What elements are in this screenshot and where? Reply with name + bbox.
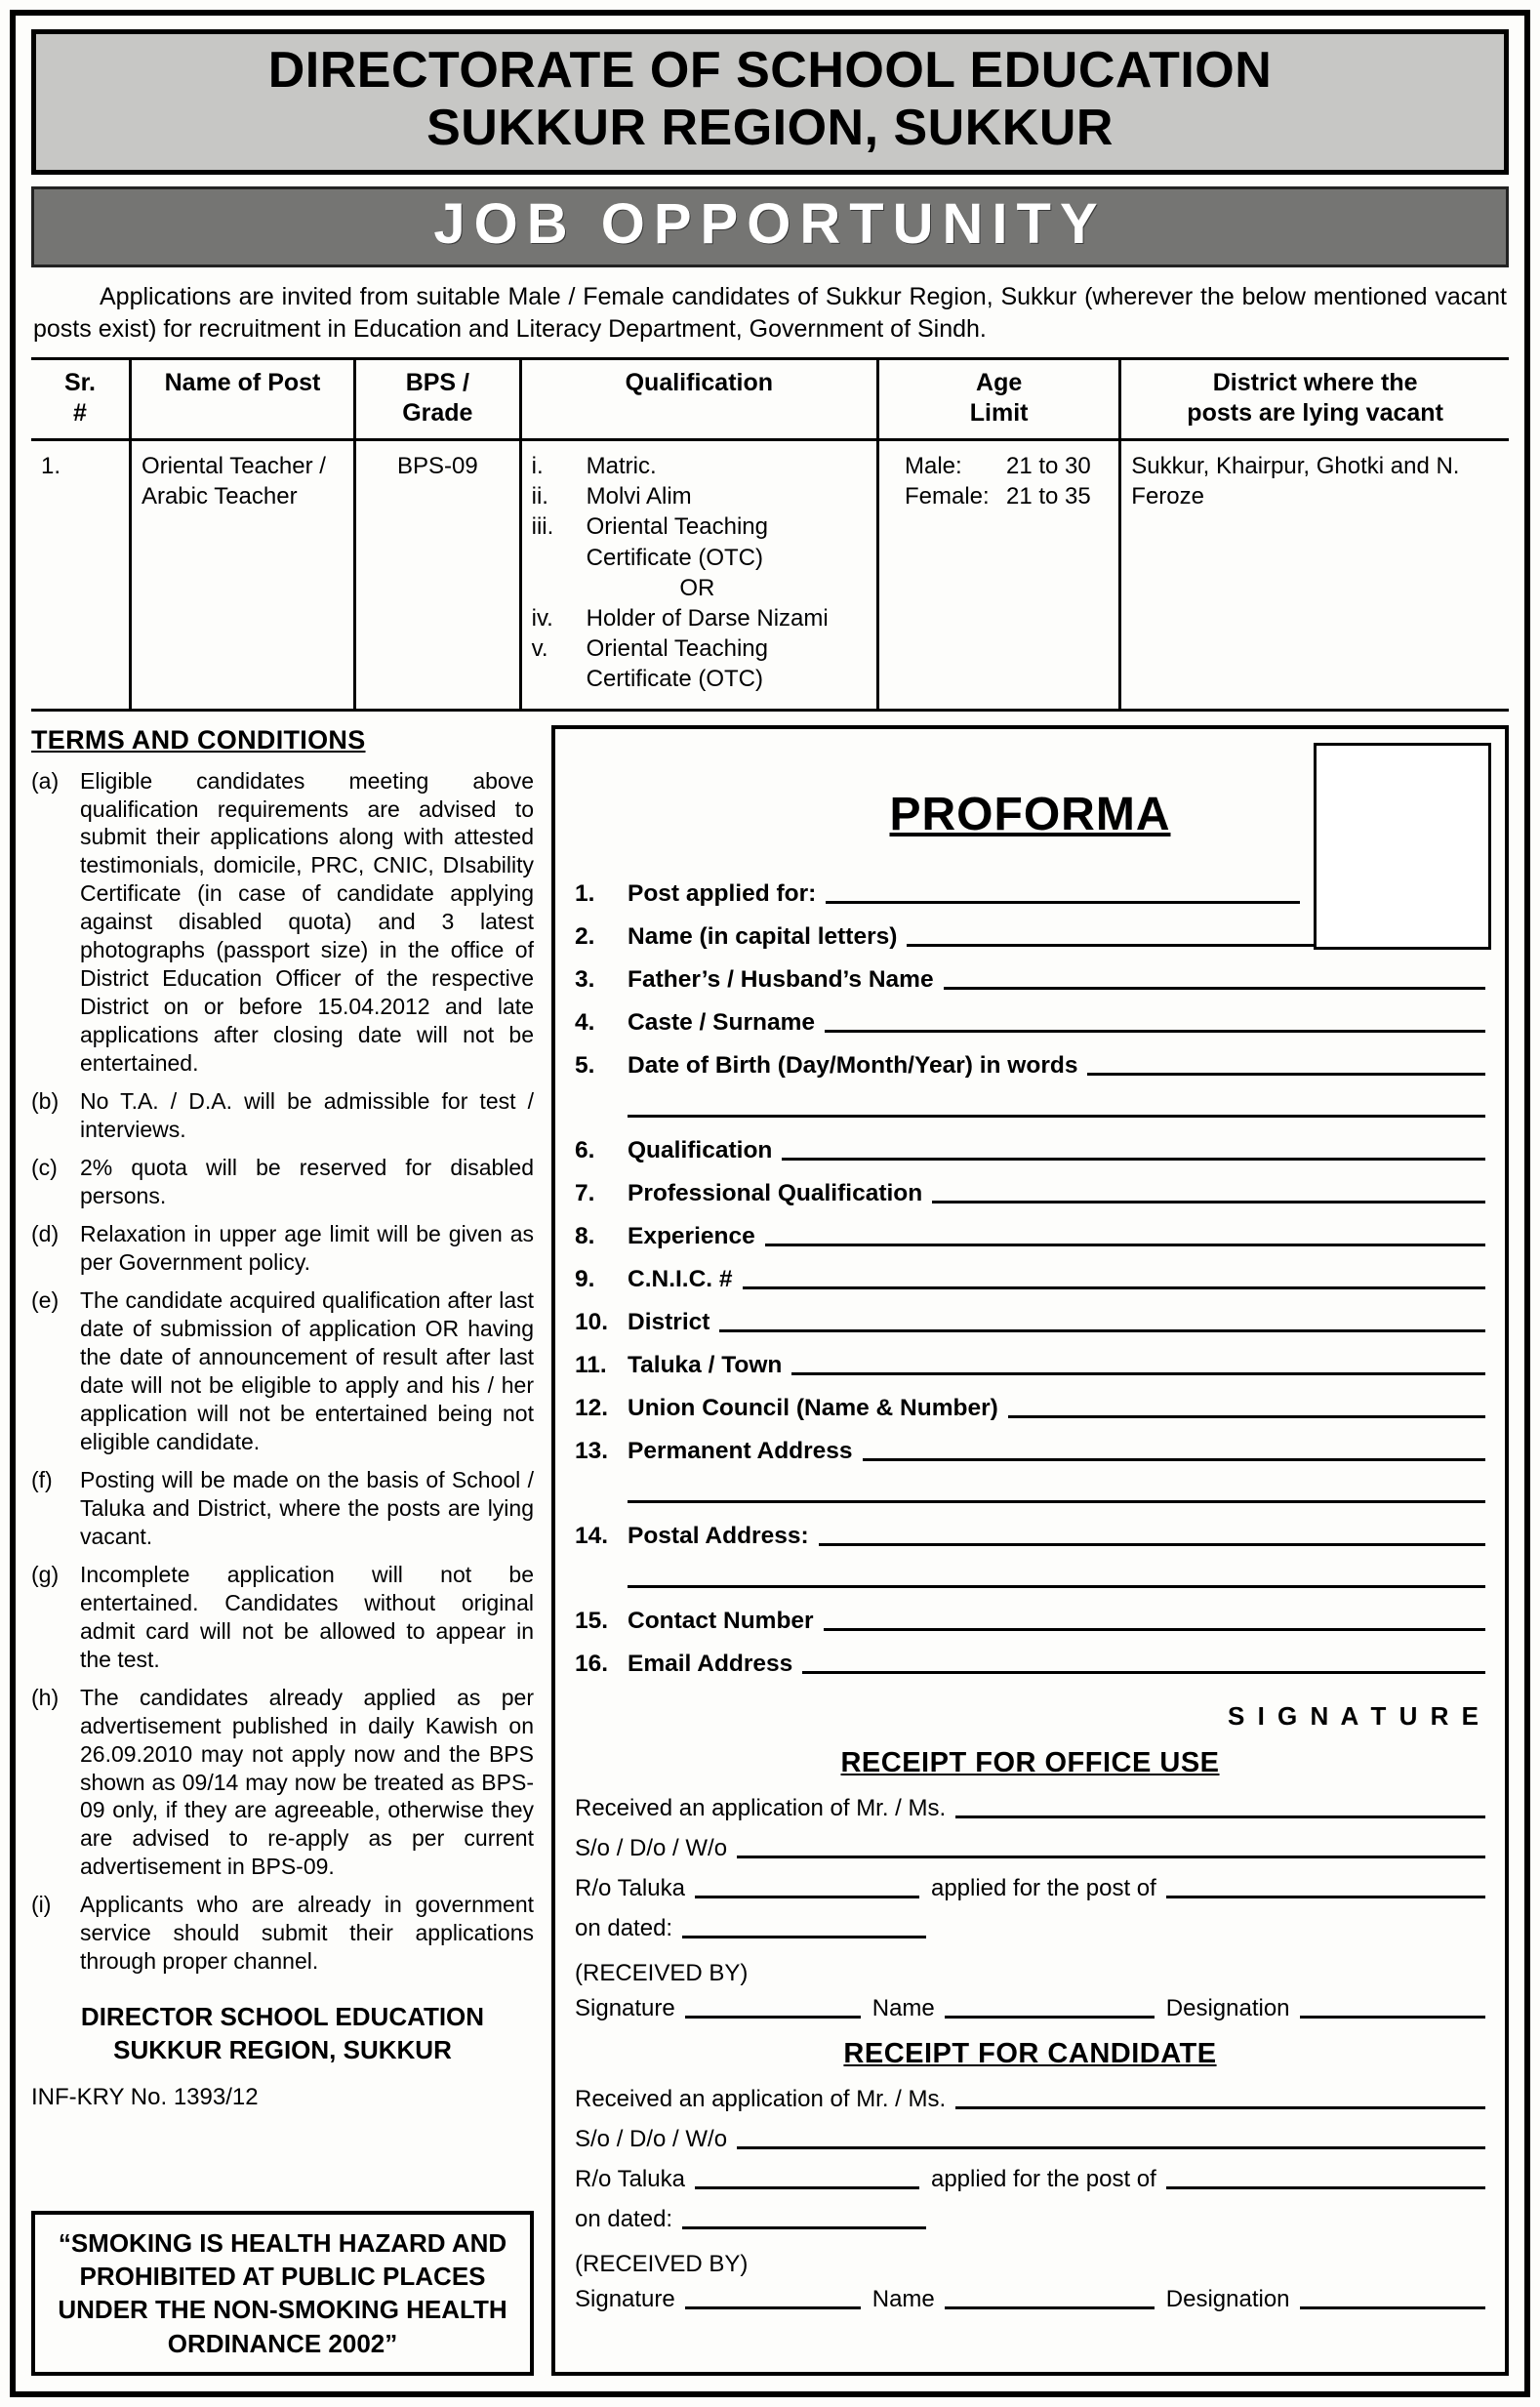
receipt-so-row — [575, 2126, 1485, 2153]
field-number: 9. — [575, 1265, 595, 1292]
blank-line — [737, 2146, 1485, 2149]
term-text: Relaxation in upper age limit will be given as per Government policy. — [80, 1221, 534, 1276]
field-number: 2. — [575, 922, 595, 950]
terms-section — [31, 725, 534, 2376]
term-letter: (h) — [31, 1684, 60, 1710]
received-by-label: (RECEIVED BY) — [575, 1959, 749, 1986]
header-bps — [356, 360, 522, 442]
header-age-line1: Age — [976, 368, 1023, 396]
cell-district: Sukkur, Khairpur, Ghotki and N. Feroze — [1131, 453, 1460, 510]
age-male-label: Male: — [905, 453, 962, 480]
advertisement-border — [10, 10, 1530, 2397]
banner-text: JOB OPPORTUNITY — [433, 191, 1107, 256]
qualification-item-number — [532, 573, 587, 603]
header-qualification: Qualification — [522, 360, 879, 442]
header-district-line1: District where the — [1212, 368, 1418, 396]
masthead-title-line1: DIRECTORATE OF SCHOOL EDUCATION — [267, 42, 1273, 99]
field-label: Email Address — [628, 1650, 793, 1677]
receipt-taluka-row — [575, 2166, 1485, 2193]
blank-line — [719, 1329, 1485, 1332]
qualification-or-separator — [532, 573, 867, 603]
receipt-office-use — [575, 1747, 1485, 2022]
age-female-row — [889, 481, 1109, 511]
receipt-signature-row — [575, 2286, 1485, 2313]
term-item-f — [31, 1466, 534, 1551]
qualification-item-number: i. — [531, 453, 544, 480]
blank-line — [944, 987, 1485, 990]
blank-line — [932, 1201, 1485, 1204]
cell-sr: 1. — [31, 441, 132, 709]
field-number: 3. — [575, 965, 595, 993]
blank-line — [737, 1856, 1485, 1858]
blank-line — [1008, 1415, 1485, 1418]
blank-line — [682, 2226, 926, 2229]
qualification-item — [532, 633, 867, 694]
blank-line — [824, 1628, 1485, 1631]
field-number: 16. — [575, 1650, 609, 1677]
field-number: 11. — [575, 1351, 607, 1378]
form-field-13-continuation — [575, 1481, 1485, 1507]
field-label: Postal Address: — [628, 1522, 809, 1549]
blank-line — [791, 1372, 1485, 1375]
qualification-item-number: ii. — [531, 483, 548, 510]
proforma-box — [551, 725, 1509, 2376]
blank-line — [695, 1896, 919, 1898]
field-number: 15. — [575, 1607, 609, 1634]
form-field-16 — [575, 1651, 1485, 1678]
blank-line — [628, 1115, 1485, 1118]
qualification-item-number: v. — [531, 635, 548, 663]
field-label: Qualification — [628, 1136, 773, 1163]
blank-line — [1087, 1073, 1485, 1076]
term-text: Incomplete application will not be entertained. Candidates without original admit card will not be allowed to appear in the test. — [80, 1561, 534, 1672]
term-text: Applicants who are already in government service should submit their applications through proper channel. — [80, 1892, 534, 1975]
header-district — [1121, 360, 1509, 442]
blank-line — [1300, 2306, 1485, 2309]
field-label: Taluka / Town — [628, 1351, 783, 1378]
blank-line — [945, 2306, 1155, 2309]
header-post: Name of Post — [132, 360, 356, 442]
cell-age-limit — [879, 441, 1121, 709]
header-bps-line2: Grade — [402, 398, 473, 427]
term-item-c — [31, 1154, 534, 1210]
header-sr — [31, 360, 132, 442]
smoking-health-notice: “SMOKING IS HEALTH HAZARD AND PROHIBITED AT PUBLIC PLACES UNDER THE NON-SMOKING HEALTH ORDINANCE 2002” — [31, 2211, 534, 2376]
field-label: Contact Number — [628, 1607, 814, 1634]
header-age — [879, 360, 1121, 442]
on-dated-label: on dated: — [575, 1914, 673, 1941]
field-label: Post applied for: — [628, 879, 817, 907]
receipt-so-row — [575, 1835, 1485, 1862]
blank-line — [685, 2016, 861, 2019]
blank-line — [628, 1585, 1485, 1588]
blank-line — [826, 901, 1300, 904]
header-sr-line2: # — [73, 398, 87, 427]
term-item-e — [31, 1286, 534, 1456]
blank-line — [782, 1158, 1485, 1161]
term-text: No T.A. / D.A. will be admissible for test / interviews. — [80, 1088, 534, 1143]
age-male-value: 21 to 30 — [1006, 453, 1091, 480]
receipt-received-row — [575, 2086, 1485, 2113]
cell-post: Oriental Teacher / Arabic Teacher — [132, 441, 356, 709]
form-field-9 — [575, 1266, 1485, 1293]
job-opportunity-banner — [31, 186, 1509, 267]
field-label: Union Council (Name & Number) — [628, 1394, 998, 1421]
receipt-dated-row — [575, 2206, 1485, 2233]
form-field-8 — [575, 1223, 1485, 1250]
receipt-title: RECEIPT FOR CANDIDATE — [843, 2037, 1217, 2069]
so-do-wo-label: S/o / D/o / W/o — [575, 2125, 728, 2152]
receipt-received-by-row — [575, 2251, 1485, 2278]
field-number: 4. — [575, 1008, 595, 1036]
term-letter: (a) — [31, 767, 60, 794]
receipt-candidate — [575, 2038, 1485, 2313]
blank-line — [695, 2186, 919, 2189]
form-field-7 — [575, 1180, 1485, 1207]
signoff-line2: SUKKUR REGION, SUKKUR — [113, 2034, 452, 2064]
term-item-g — [31, 1561, 534, 1674]
field-label: C.N.I.C. # — [628, 1265, 733, 1292]
receipt-received-by-row — [575, 1960, 1485, 1987]
form-field-4 — [575, 1009, 1485, 1037]
masthead — [31, 29, 1509, 175]
intro-paragraph: Applications are invited from suitable Male / Female candidates of Sukkur Region, Sukkur (wherever the below mentioned vacant posts exist) for recruitment in Education and Literacy Department, Government of Sindh. — [33, 282, 1507, 343]
director-signoff — [31, 2001, 534, 2066]
proforma-title: PROFORMA — [889, 788, 1171, 840]
blank-line — [819, 1543, 1485, 1546]
blank-line — [1300, 2016, 1485, 2019]
qualification-item-text: Molvi Alim — [586, 483, 692, 510]
field-label: District — [628, 1308, 710, 1335]
qualification-item — [532, 481, 867, 511]
term-item-h — [31, 1684, 534, 1882]
qualification-item — [532, 451, 867, 481]
term-item-i — [31, 1891, 534, 1976]
field-number: 7. — [575, 1179, 595, 1206]
term-text: The candidate acquired qualification after last date of submission of application OR having the date of announcement of result after last date will not be eligible to apply and his / her application will not be entertained being not eligible candidate. — [80, 1287, 534, 1454]
so-do-wo-label: S/o / D/o / W/o — [575, 1834, 728, 1861]
blank-line — [945, 2016, 1155, 2019]
field-number: 1. — [575, 879, 595, 907]
receipt-title: RECEIPT FOR OFFICE USE — [840, 1746, 1220, 1778]
form-field-5 — [575, 1052, 1485, 1080]
signature-label: Signature — [575, 1994, 675, 2021]
on-dated-label: on dated: — [575, 2205, 673, 2232]
signoff-line1: DIRECTOR SCHOOL EDUCATION — [80, 2002, 485, 2032]
receipt-signature-row — [575, 1995, 1485, 2022]
blank-line — [628, 1500, 1485, 1503]
qualification-item-text: Oriental Teaching Certificate (OTC) — [586, 513, 768, 571]
form-field-3 — [575, 966, 1485, 994]
posts-table — [31, 357, 1509, 712]
receipt-received-row — [575, 1795, 1485, 1822]
proforma-column — [551, 725, 1509, 2376]
field-label: Professional Qualification — [628, 1179, 923, 1206]
ro-taluka-label: R/o Taluka — [575, 1874, 685, 1901]
received-label: Received an application of Mr. / Ms. — [575, 2085, 947, 2112]
blank-line — [765, 1244, 1485, 1246]
inf-reference-number: INF-KRY No. 1393/12 — [31, 2083, 259, 2110]
field-number: 12. — [575, 1394, 609, 1421]
name-label: Name — [871, 1994, 935, 2021]
receipt-taluka-row — [575, 1875, 1485, 1902]
terms-heading: TERMS AND CONDITIONS — [31, 724, 366, 755]
term-letter: (i) — [31, 1892, 52, 1918]
term-text: The candidates already applied as per advertisement published in daily Kawish on 26.09.2010 may not apply now and the BPS shown as 09/14 may now be treated as BPS-09 only, if they are agreeable, otherwise they are advised to re-apply as per current advertisement in BPS-09. — [80, 1684, 534, 1880]
form-field-14-continuation — [575, 1566, 1485, 1592]
received-label: Received an application of Mr. / Ms. — [575, 1794, 947, 1821]
name-label: Name — [871, 2285, 935, 2312]
designation-label: Designation — [1165, 2285, 1290, 2312]
header-district-line2: posts are lying vacant — [1187, 398, 1443, 427]
qualification-item-text: Holder of Darse Nizami — [586, 604, 829, 632]
field-label: Experience — [628, 1222, 755, 1249]
masthead-title-line2: SUKKUR REGION, SUKKUR — [426, 100, 1114, 157]
field-number: 6. — [575, 1136, 595, 1163]
form-field-5-continuation — [575, 1095, 1485, 1122]
term-text: 2% quota will be reserved for disabled persons. — [80, 1155, 534, 1209]
header-bps-line1: BPS / — [405, 368, 469, 396]
qualification-item-text: Oriental Teaching Certificate (OTC) — [586, 635, 768, 693]
ro-taluka-label: R/o Taluka — [575, 2165, 685, 2192]
received-by-label: (RECEIVED BY) — [575, 2250, 749, 2277]
blank-line — [743, 1286, 1485, 1289]
term-text: Eligible candidates meeting above qualification requirements are advised to submit their applications along with attested testimonials, domicile, PRC, CNIC, DIsability Certificate (in case of candidate applying against disabled quota) and 3 latest photographs (passport size) in the office of District Education Officer of the respective District on or before 15.04.2012 and late applications after closing date will not be entertained. — [80, 767, 534, 1077]
blank-line — [682, 1936, 926, 1938]
field-number: 14. — [575, 1522, 609, 1549]
field-number: 8. — [575, 1222, 595, 1249]
form-field-12 — [575, 1395, 1485, 1422]
header-sr-line1: Sr. — [63, 368, 96, 396]
signature-label: Signature — [575, 2285, 675, 2312]
qualification-item-number: iii. — [531, 513, 554, 541]
form-field-15 — [575, 1608, 1485, 1635]
blank-line — [1166, 1896, 1485, 1898]
blank-line — [825, 1030, 1485, 1033]
applied-post-label: applied for the post of — [930, 2165, 1156, 2192]
header-age-line2: Limit — [969, 398, 1029, 427]
cell-qualification — [522, 441, 879, 709]
form-field-11 — [575, 1352, 1485, 1379]
designation-label: Designation — [1165, 1994, 1290, 2021]
field-label: Caste / Surname — [628, 1008, 815, 1036]
cell-bps: BPS-09 — [356, 441, 522, 709]
blank-line — [863, 1458, 1485, 1461]
field-number: 10. — [575, 1308, 609, 1335]
signature-label: S I G N A T U R E — [1228, 1700, 1481, 1731]
blank-line — [955, 1815, 1485, 1818]
term-item-b — [31, 1087, 534, 1144]
blank-line — [685, 2306, 861, 2309]
term-letter: (b) — [31, 1088, 60, 1115]
photo-box — [1314, 743, 1491, 950]
term-item-a — [31, 767, 534, 1079]
applied-post-label: applied for the post of — [930, 1874, 1156, 1901]
term-text: Posting will be made on the basis of School / Taluka and District, where the posts are lying vacant. — [80, 1466, 534, 1549]
age-female-value: 21 to 35 — [1006, 483, 1091, 510]
field-label: Permanent Address — [628, 1437, 853, 1464]
field-label: Date of Birth (Day/Month/Year) in words — [628, 1051, 1078, 1079]
form-field-13 — [575, 1438, 1485, 1465]
qualification-item-text: OR — [679, 574, 715, 601]
field-number: 13. — [575, 1437, 609, 1464]
blank-line — [1166, 2186, 1485, 2189]
qualification-item-number: iv. — [531, 604, 553, 632]
term-item-d — [31, 1220, 534, 1277]
term-letter: (d) — [31, 1221, 60, 1247]
receipt-dated-row — [575, 1915, 1485, 1942]
qualification-item-text: Matric. — [586, 453, 657, 480]
field-label: Father’s / Husband’s Name — [628, 965, 934, 993]
term-letter: (c) — [31, 1155, 58, 1181]
form-field-10 — [575, 1309, 1485, 1336]
age-female-label: Female: — [905, 483, 990, 510]
field-number: 5. — [575, 1051, 595, 1079]
blank-line — [802, 1671, 1485, 1674]
lower-columns — [31, 725, 1509, 2376]
qualification-item — [532, 511, 867, 572]
field-label: Name (in capital letters) — [628, 922, 898, 950]
form-field-6 — [575, 1137, 1485, 1164]
age-male-row — [889, 451, 1109, 481]
term-letter: (e) — [31, 1287, 60, 1313]
form-field-14 — [575, 1523, 1485, 1550]
blank-line — [955, 2106, 1485, 2109]
term-letter: (f) — [31, 1466, 53, 1492]
term-letter: (g) — [31, 1561, 60, 1587]
qualification-item — [532, 603, 867, 633]
